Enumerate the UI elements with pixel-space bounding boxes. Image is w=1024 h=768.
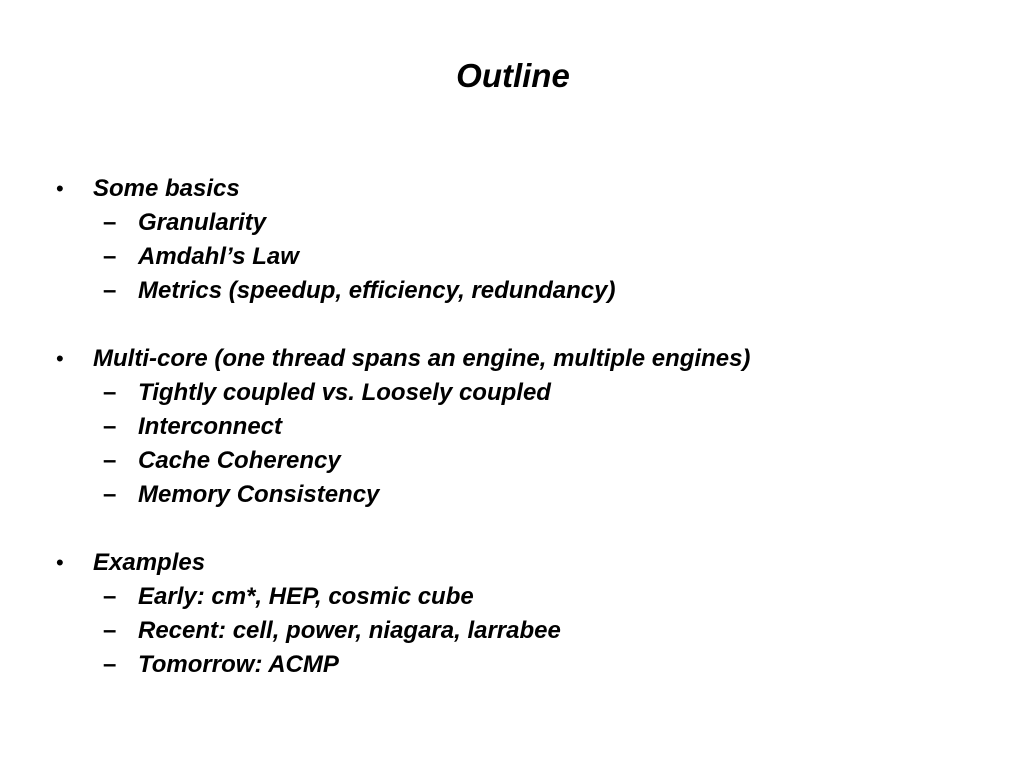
sub-item-label: Cache Coherency — [138, 447, 341, 474]
bullet-icon: • — [56, 550, 64, 575]
sub-item-label: Early: cm*, HEP, cosmic cube — [138, 583, 474, 610]
sub-item-label: Interconnect — [138, 413, 283, 440]
bullet-item — [0, 342, 1024, 376]
dash-icon: – — [103, 447, 117, 474]
bullet-label: Examples — [93, 549, 206, 576]
sub-item — [0, 376, 1024, 410]
dash-icon: – — [103, 209, 117, 236]
bullet-item — [0, 172, 1024, 206]
outline-section-examples — [0, 546, 1024, 682]
bullet-icon: • — [56, 176, 64, 201]
dash-icon: – — [103, 617, 117, 644]
dash-icon: – — [103, 651, 117, 678]
dash-icon: – — [103, 379, 117, 406]
outline-list — [0, 172, 1024, 716]
sub-item — [0, 648, 1024, 682]
sub-item-label: Amdahl’s Law — [138, 243, 299, 270]
slide-title: Outline — [456, 57, 570, 94]
dash-icon: – — [103, 277, 117, 304]
sub-item — [0, 478, 1024, 512]
sub-item-label: Granularity — [138, 209, 267, 236]
outline-section-basics — [0, 172, 1024, 308]
dash-icon: – — [103, 413, 117, 440]
bullet-icon: • — [56, 346, 64, 371]
bullet-item — [0, 546, 1024, 580]
bullet-label: Some basics — [93, 175, 240, 202]
sub-item — [0, 274, 1024, 308]
sub-item — [0, 444, 1024, 478]
dash-icon: – — [103, 583, 117, 610]
sub-item-label: Tomorrow: ACMP — [138, 651, 339, 678]
sub-item — [0, 206, 1024, 240]
sub-item — [0, 410, 1024, 444]
outline-section-multicore — [0, 342, 1024, 512]
sub-item — [0, 614, 1024, 648]
sub-item-label: Tightly coupled vs. Loosely coupled — [138, 379, 551, 406]
bullet-label: Multi-core (one thread spans an engine, multiple engines) — [93, 345, 751, 372]
sub-item-label: Recent: cell, power, niagara, larrabee — [138, 617, 561, 644]
sub-item — [0, 580, 1024, 614]
sub-item — [0, 240, 1024, 274]
sub-item-label: Metrics (speedup, efficiency, redundancy) — [138, 277, 616, 304]
dash-icon: – — [103, 481, 117, 508]
sub-item-label: Memory Consistency — [138, 481, 380, 508]
dash-icon: – — [103, 243, 117, 270]
